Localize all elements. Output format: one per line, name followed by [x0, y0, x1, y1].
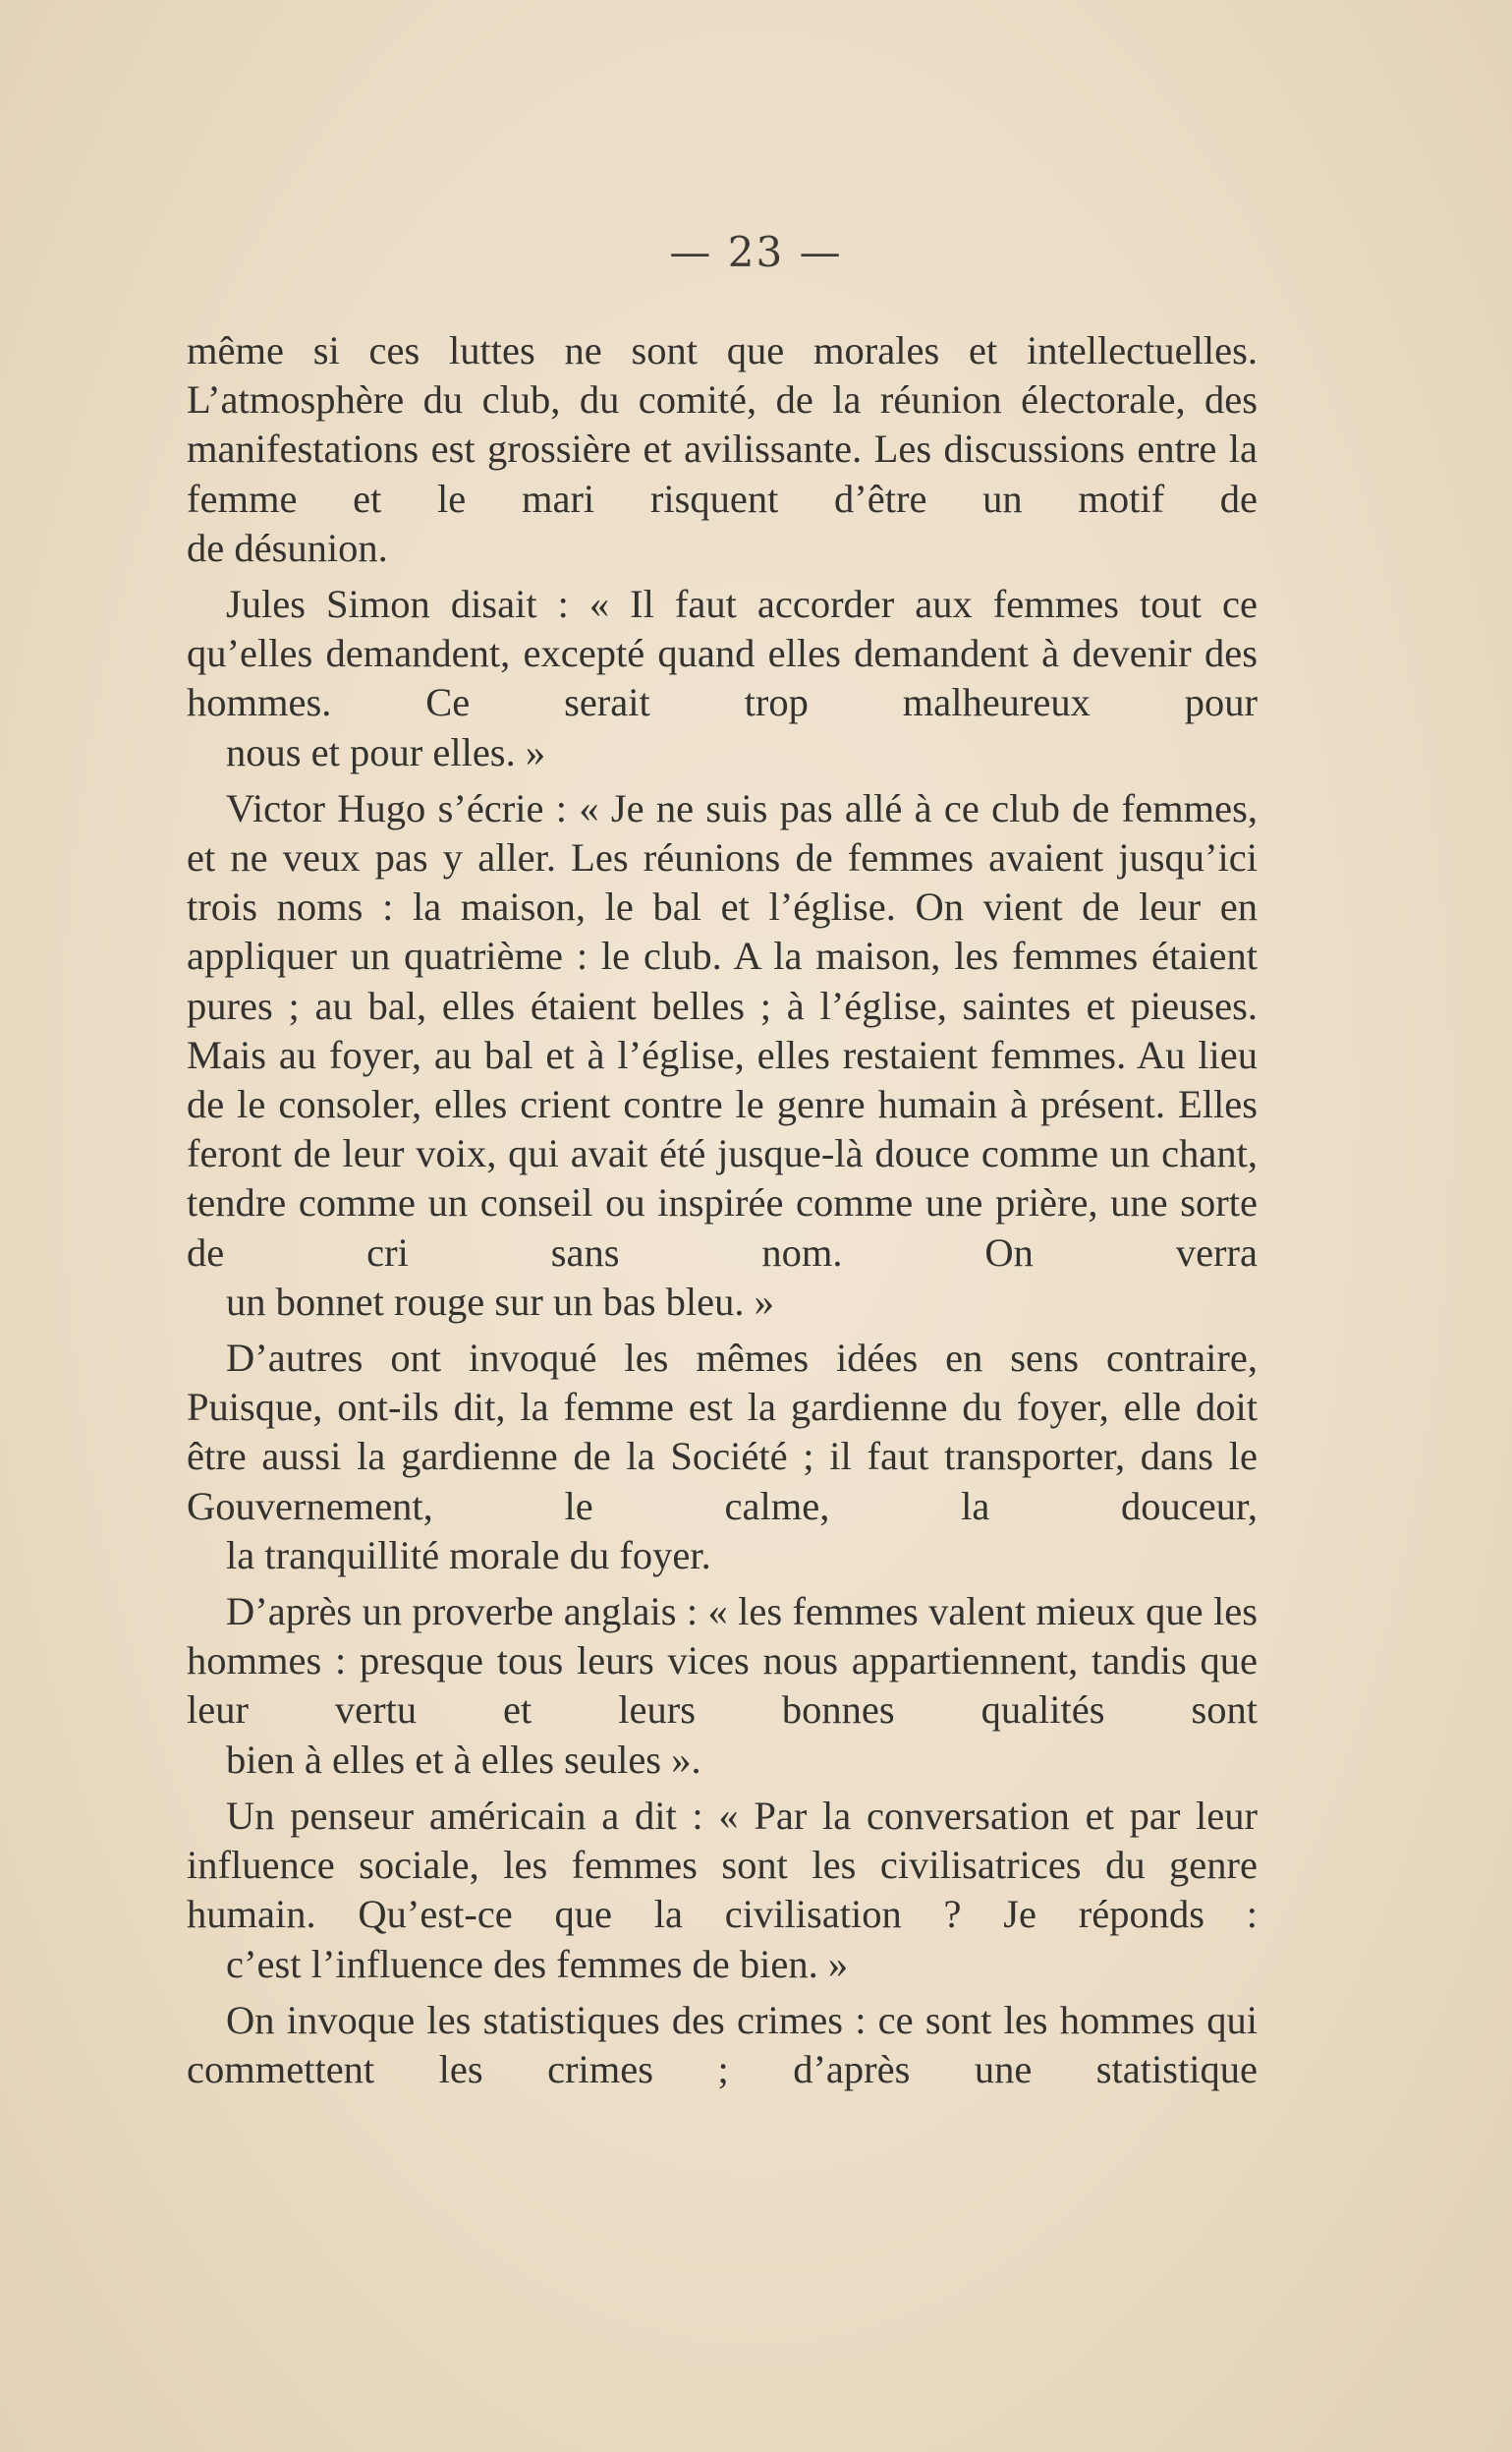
- paragraph-2-body: Jules Simon disait : « Il faut accorder aux femmes tout ce qu’elles demandent, excepté quand elles demandent à devenir des hommes. Ce serait trop malheureux pour: [187, 582, 1258, 725]
- paragraph-6-body: Un penseur américain a dit : « Par la conversation et par leur influence sociale, les femmes sont les civilisatrices du genre humain. Qu’est-ce que la civilisation ? Je réponds :: [187, 1793, 1258, 1937]
- paragraph-6: [187, 1792, 1258, 1989]
- body-text: [187, 326, 1258, 2101]
- paragraph-5-last-line: bien à elles et à elles seules ».: [226, 1737, 701, 1782]
- paragraph-3: [187, 784, 1258, 1327]
- paragraph-3-last-line: un bonnet rouge sur un bas bleu. »: [226, 1279, 774, 1324]
- paragraph-2: [187, 580, 1258, 777]
- paragraph-1-body: même si ces luttes ne sont que morales et intellectuelles. L’atmosphère du club, du comité, de la réunion électorale, des manifestations est grossière et avilissante. Les discussions entre la femme et le mari risquent d’être un motif de: [187, 328, 1258, 521]
- paragraph-1: [187, 326, 1258, 573]
- page-number: — 23 —: [669, 228, 843, 276]
- paragraph-6-last-line: c’est l’influence des femmes de bien. »: [226, 1941, 849, 1986]
- paragraph-3-body: Victor Hugo s’écrie : « Je ne suis pas allé à ce club de femmes, et ne veux pas y aller. Les réunions de femmes avaient jusqu’ici trois noms : la maison, le bal et l’église. On vient de leur en appliquer un quatrième : le club. A la maison, les femmes étaient pures ; au bal, elles étaient belles ; à l’église, saintes et pieuses. Mais au foyer, au bal et à l’église, elles restaient femmes. Au lieu de le consoler, elles crient contre le genre humain à présent. Elles feront de leur voix, qui avait été jusque-là douce comme un chant, tendre comme un conseil ou inspirée comme une prière, une sorte de cri sans nom. On verra: [187, 785, 1258, 1275]
- paragraph-4-body: D’autres ont invoqué les mêmes idées en sens contraire, Puisque, ont-ils dit, la femme est la gardienne du foyer, elle doit être aussi la gardienne de la Société ; il faut transporter, dans le Gouvernement, le calme, la douceur,: [187, 1336, 1258, 1528]
- paragraph-7-body: On invoque les statistiques des crimes : ce sont les hommes qui commettent les crimes ; d’après une statistique: [187, 1997, 1258, 2091]
- paragraph-4-last-line: la tranquillité morale du foyer.: [226, 1532, 711, 1577]
- paragraph-2-last-line: nous et pour elles. »: [226, 729, 546, 774]
- paragraph-5-body: D’après un proverbe anglais : « les femmes valent mieux que les hommes : presque tous leurs vices nous appartiennent, tandis que leur vertu et leurs bonnes qualités sont: [187, 1589, 1258, 1733]
- paragraph-5: [187, 1587, 1258, 1785]
- paragraph-1-last-line: de désunion.: [187, 525, 388, 570]
- paragraph-7: [187, 1996, 1258, 2094]
- paragraph-4: [187, 1334, 1258, 1580]
